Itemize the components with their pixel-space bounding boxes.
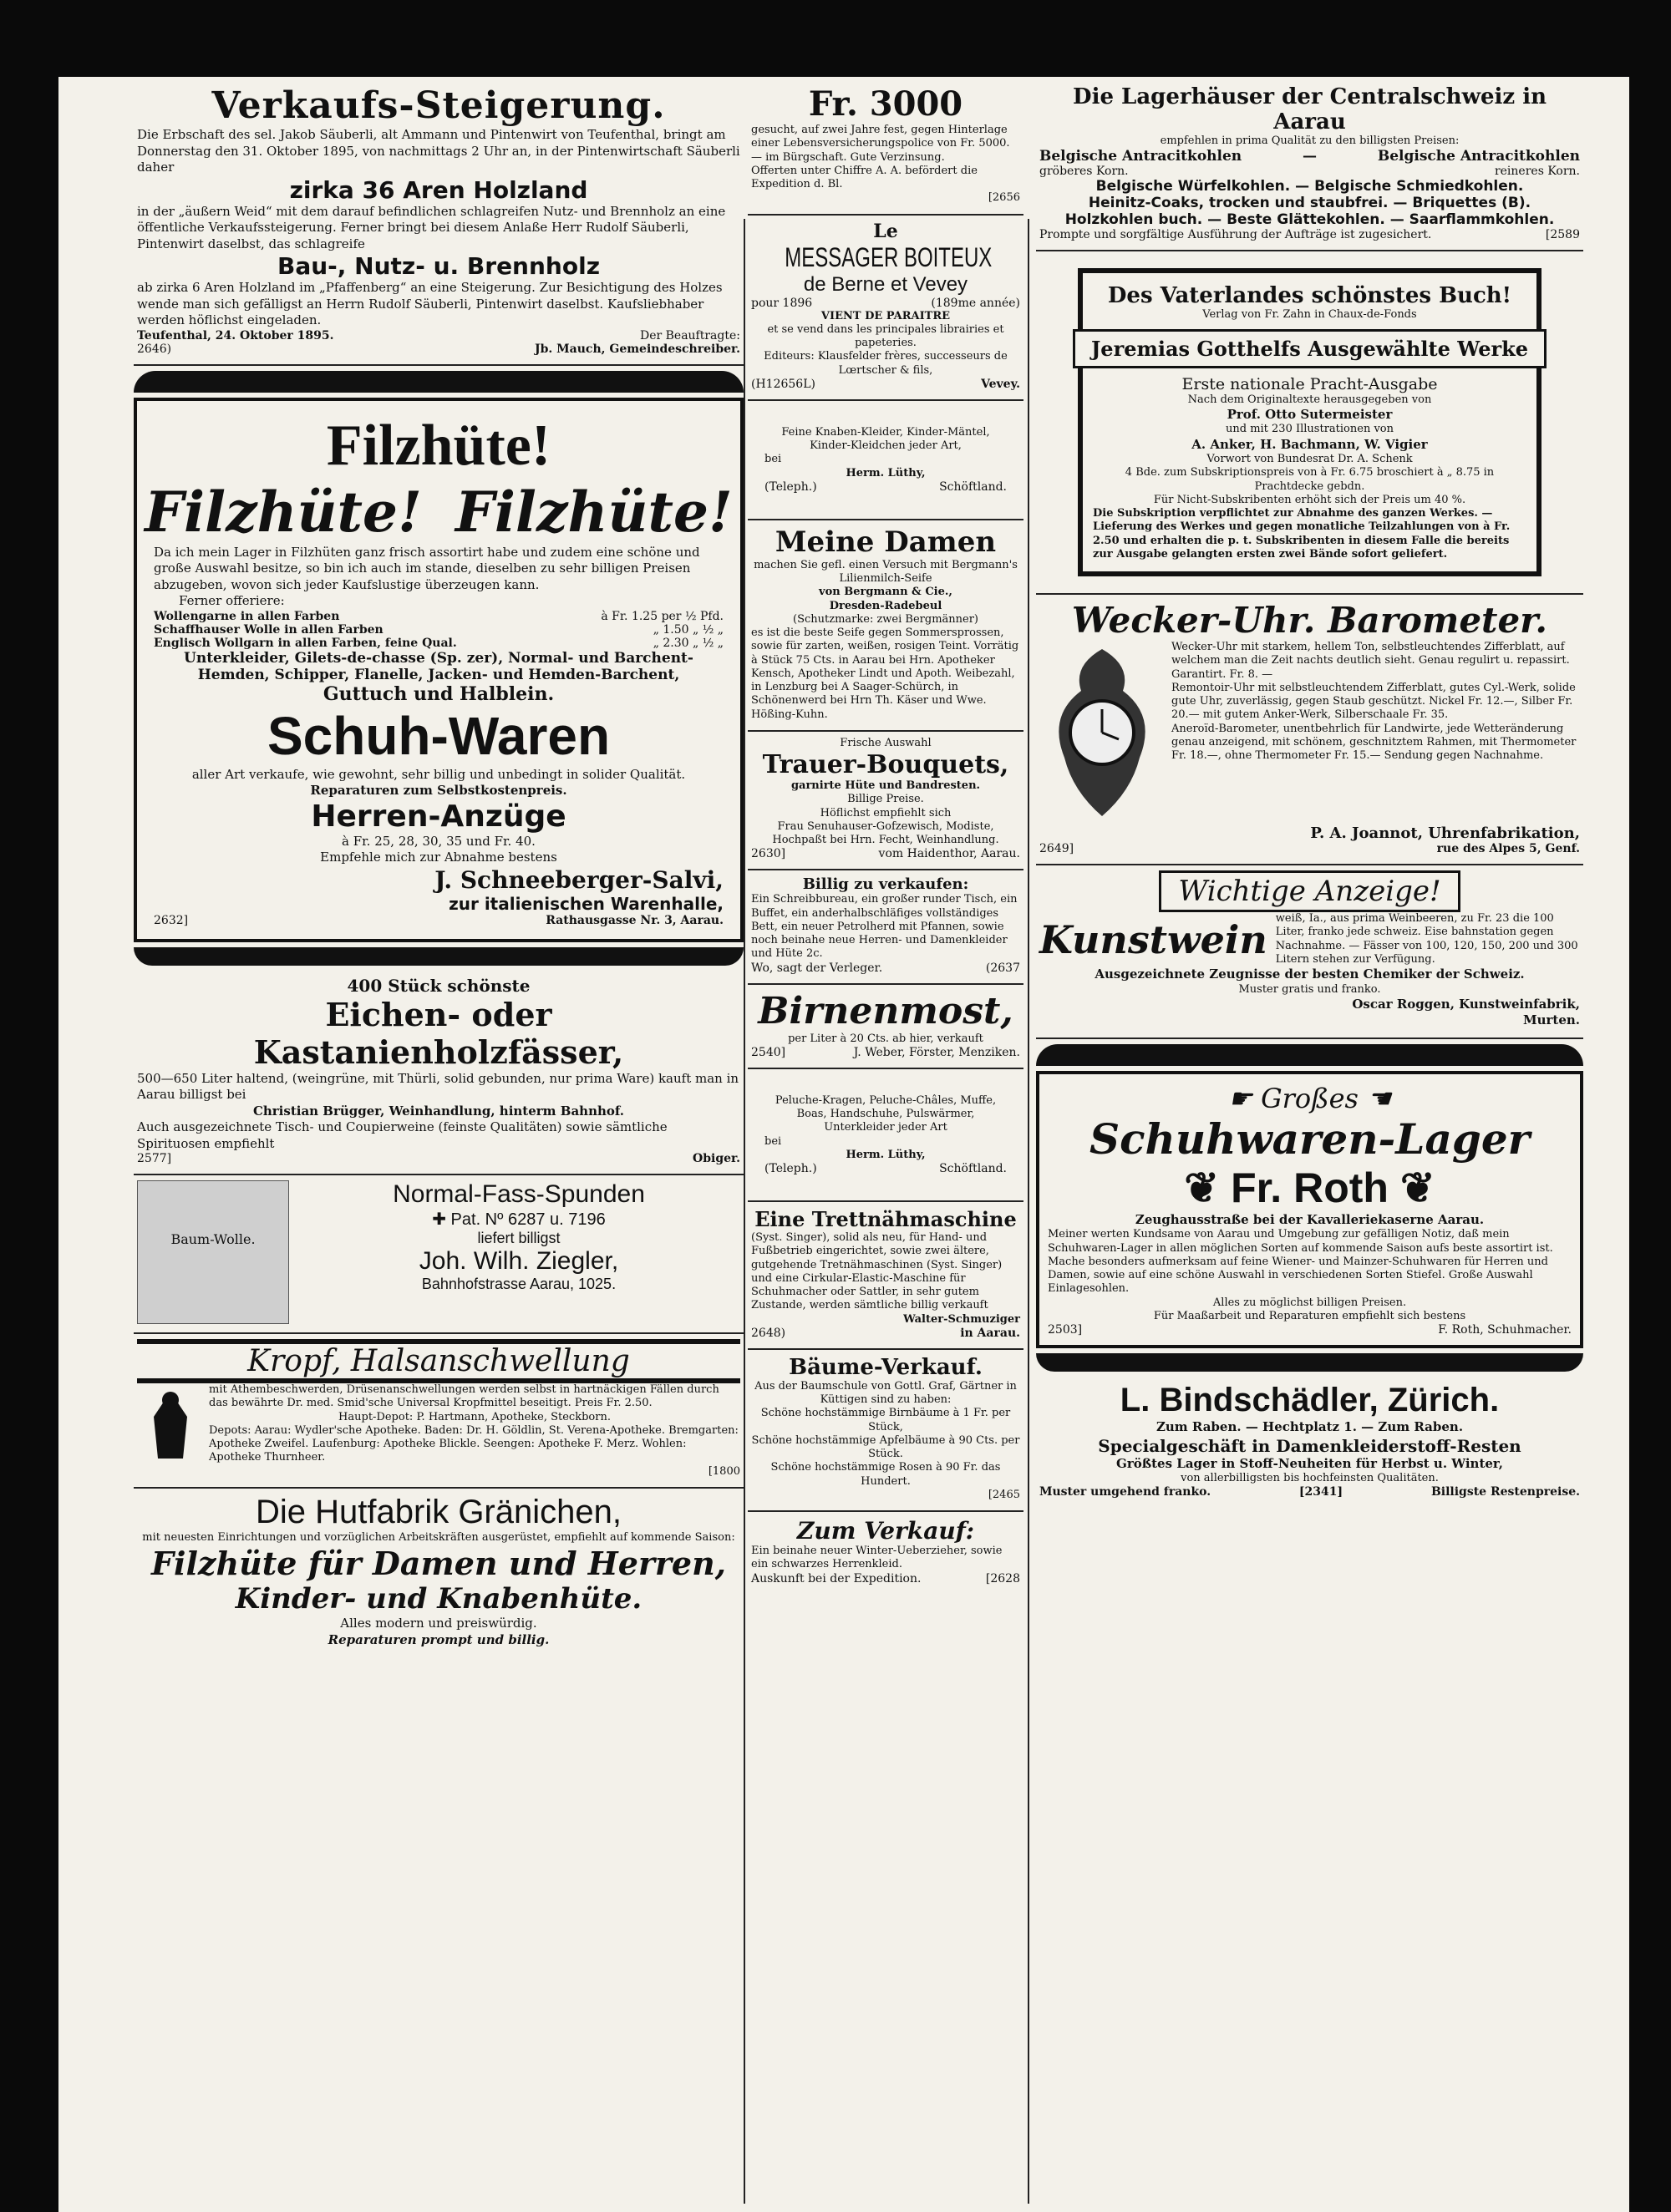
ad-title: Fr. 3000: [808, 84, 963, 124]
list-item: Schöne hochstämmige Apfelbäume à 90 Cts. per Stück.: [751, 1433, 1020, 1460]
ad-text: Ein Schreibbureau, ein großer runder Tisch, ein Buffet, ein anderhalbschläfiges vollständiges Bett, ein neuer Petrolherd mit Pfannen, sowie noch beinahe neue Herren- und Damenkleider und Hüte 2c.: [751, 893, 1018, 961]
ad-meine-damen: Meine Damen machen Sie gefl. einen Versuch mit Bergmann's Lilienmilch-Seife von Bergmann & Cie., Dresden-Radebeul (Schutzmarke: zwei Bergmänner) es ist die beste Seife gegen Sommersprossen, sowie für zarten, weißen, rosigen Teint. Vorrätig à Stück 75 Cts. in Aarau bei Hrn. Apotheker Kensch, Apotheker Lindt und Apoth. Weibezahl, in Lenzburg bei A Saager-Schürch, in Schönenwerd bei Hrn Th. Käser und Wwe. Hößing-Kuhn.: [748, 520, 1023, 732]
ad-code: 2577]: [137, 1152, 172, 1165]
ad-signature: Jb. Mauch, Gemeindeschreiber.: [535, 342, 740, 356]
ad-fass-spunden: [134, 1175, 744, 1334]
ad-pretitle: 400 Stück schönste: [347, 975, 531, 996]
list-item: Schöne hochstämmige Rosen à 90 Fr. das Hundert.: [770, 1461, 1001, 1488]
ad-lagerhaeuser: Die Lagerhäuser der Centralschweiz in Aarau empfehlen in prima Qualität zu den billigsten Preisen: Belgische Antracitkohlen — Belgische Antracitkohlen gröberes Korn. reineres Korn. Belgische Würfelkohlen. — Belgische Schmiedkohlen. Heinitz-Coaks, trocken und staubfrei. — Briquettes (B). Holzkohlen buch. — Beste Glättekohlen. — Saarflammkohlen. Prompte und sorgfältige Ausführung der Aufträge ist zugesichert. [2589: [1036, 79, 1583, 251]
column-3: [1036, 79, 1583, 1507]
ad-bindschaedler: L. Bindschädler, Zürich. Zum Raben. — Hechtplatz 1. — Zum Raben. Specialgeschäft in Damenkleiderstoff-Resten Größtes Lager in Stoff-Neuheiten für Herbst u. Winter, von allerbilligsten bis hochfeinsten Qualitäten. Muster umgehend franko. [2341] Billigste Restenpreise.: [1039, 1382, 1580, 1499]
price-row: Wollengarne in allen Farben à Fr. 1.25 per ½ Pfd.: [154, 609, 724, 623]
ad-text: mit neuesten Einrichtungen und vorzüglichen Arbeitskräften ausgerüstet, empfiehlt auf kommende Saison:: [142, 1530, 735, 1544]
ad-title: Wichtige Anzeige!: [1159, 870, 1460, 912]
ad-title: Verkaufs-Steigerung.: [211, 84, 666, 127]
ad-text: Reparaturen zum Selbstkostenpreis.: [310, 783, 567, 798]
ad-schuhwaren-lager: ☛ Großes ☚ Schuhwaren-Lager ❦ Fr. Roth ❦ Zeughausstraße bei der Kavalleriekaserne Aarau. Meiner werten Kundsame von Aarau und Umgebung zur gefälligen Notiz, daß mein Schuhwaren-Lager in allen möglichen Sorten auf kommende Saison aufs beste assortirt ist. Mache besonders aufmerksam auf feine Wiener- und Mainzer-Schuhwaren für Herren und Damen, sowie auf eine schöne Auswahl in verschiedenen Sorten Stiefel. Große Auswahl Einlagesohlen. Alles zu möglichst billigen Preisen. Für Maaßarbeit und Reparaturen empfiehlt sich bestens 2503] F. Roth, Schuhmacher.: [1036, 1071, 1583, 1348]
cross-icon: ✚: [432, 1210, 451, 1229]
ad-birnenmost: Birnenmost, per Liter à 20 Cts. ab hier, verkauft 2540] J. Weber, Förster, Menziken.: [748, 985, 1023, 1069]
ad-agent: Der Beauftragte:: [639, 328, 740, 342]
ad-title: Bäume-Verkauf.: [789, 1354, 983, 1380]
ad-text: à Fr. 25, 28, 30, 35 und Fr. 40.: [342, 833, 536, 849]
ad-text: Unterkleider, Gilets-de-chasse (Sp. zer), Normal- und Barchent-Hemden, Schipper, Flanelle, Jacken- und Hemden-Barchent,: [184, 649, 693, 683]
ad-title: Billig zu verkaufen:: [802, 875, 969, 894]
ad-title: Des Vaterlandes schönstes Buch!: [1107, 283, 1512, 309]
ad-title: Meine Damen: [775, 525, 997, 559]
price-row: Englisch Wollgarn in allen Farben, feine Qual. „ 2.30 „ ½ „: [154, 636, 724, 650]
ad-place: Teufenthal, 24. Oktober 1895.: [137, 328, 334, 342]
ad-kunstwein: Wichtige Anzeige! Kunstwein weiß, Ia., aus prima Weinbeeren, zu Fr. 23 die 100 Liter, franko jede schweiz. Eise bahnstation gegen Nachnahme. — Fässer von 100, 120, 150, 200 und 300 Litern stehen zur Verfügung. Ausgezeichnete Zeugnisse der besten Chemiker der Schweiz. Muster gratis und franko. Oscar Roggen, Kunstweinfabrik, Murten.: [1036, 865, 1583, 1039]
column-2: [748, 79, 1023, 1594]
ad-subtitle: Kinder- und Knabenhüte.: [235, 1582, 642, 1616]
ad-title: Zum Verkauf:: [796, 1517, 975, 1545]
ad-messager: Le MESSAGER BOITEUX de Berne et Vevey pour 1896 (189me année) VIENT DE PARAITRE et se vend dans les principales librairies et papeteries. Editeurs: Klausfelder frères, successeurs de Lœrtscher & fils, (H12656L) Vevey.: [748, 216, 1023, 401]
ad-subtitle: Kunstwein: [1039, 916, 1267, 962]
leaf-ornament-icon: ❦: [1184, 1164, 1232, 1211]
ad-faesser: [134, 971, 744, 1176]
ad-gotthelf: [1036, 251, 1583, 595]
ad-tretnaehmaschine: Eine Trettnähmaschine (Syst. Singer), solid als neu, für Hand- und Fußbetrieb eingerichtet, sowie zwei ältere, gutgehende Tretnähmaschinen (Syst. Singer) und eine Cirkular-Elastic-Maschine für Schuhmacher oder Sattler, in sehr gutem Zustande, werden sämtliche billig verkauft Walter-Schmuziger 2648) in Aarau.: [748, 1202, 1023, 1350]
ad-title: Normal-Fass-Spunden: [393, 1180, 645, 1208]
clock-icon: [1039, 641, 1165, 824]
ad-knaben-kleider: Feine Knaben-Kleider, Kinder-Mäntel, Kinder-Kleidchen jeder Art, bei Herm. Lüthy, (Teleph.) Schöftland.: [748, 401, 1023, 520]
ad-wecker-uhr: Wecker-Uhr. Barometer. Wecker-Uhr mit starkem, hellem Ton, selbstleuchtendes Zifferblatt, auf welchem man die Zeit nachts deutlich sieht. Genau regulirt u. repassirt. Garantirt. Fr. 8. — Remontoir-Uhr mit selbstleuchtendem Zifferblatt, gutes Cyl.-Werk, solide gute Uhr, zuverlässig, gegen Staub geschützt. Nickel Fr. 12.—, Silber Fr. 20.— mit gutem Anker-Werk, Silberschaale Fr. 35. Aneroïd-Barometer, unentbehrlich für Landwirte, jede Wetteränderung genau anzeigend, mit schönem, geschnitztem Rahmen, mit Thermometer Fr. 18.—, ohne Thermometer Fr. 15.— Sendung gegen Nachnahme. P. A. Joannot, Uhrenfabrikation, 2649] rue des Alpes 5, Genf.: [1036, 595, 1583, 865]
ad-subtitle: de Berne et Vevey: [803, 272, 968, 296]
ad-text: es ist die beste Seife gegen Sommersprossen, sowie für zarten, weißen, rosigen Teint. Vorrätig à Stück 75 Cts. in Aarau bei Hrn. Apotheker Kensch, Apotheker Lindt und Apoth. Weibezahl, in Lenzburg bei A Saager-Schürch, in Schönenwerd bei Hrn Th. Käser und Wwe. Hößing-Kuhn.: [751, 627, 1019, 721]
ad-name: ❦ Fr. Roth ❦: [1184, 1164, 1435, 1211]
leaf-ornament-icon: ❦: [1388, 1164, 1435, 1211]
ad-text: (Syst. Singer), solid als neu, für Hand- und Fußbetrieb eingerichtet, sowie zwei ältere, gutgehende Tretnähmaschinen (Syst. Singer) und eine Cirkular-Elastic-Maschine für Schuhmacher oder Sattler, in sehr gutem Zustande, werden sämtliche billig verkauft: [751, 1231, 1003, 1312]
ad-text: Reparaturen prompt und billig.: [328, 1631, 550, 1647]
ad-text: machen Sie gefl. einen Versuch mit Bergmann's Lilienmilch-Seife: [754, 558, 1018, 585]
ad-code: 2646): [137, 342, 172, 356]
ad-address: Rathausgasse Nr. 3, Aarau.: [546, 913, 724, 927]
list-item: Schöne hochstämmige Birnbäume à 1 Fr. per Stück,: [760, 1407, 1011, 1433]
ad-text: Haupt-Depot: P. Hartmann, Apotheke, Steckborn.: [338, 1410, 611, 1423]
column-1: [134, 79, 744, 1656]
ad-text: Feine Knaben-Kleider, Kinder-Mäntel, Kinder-Kleidchen jeder Art,: [781, 425, 990, 452]
ad-text: Peluche-Kragen, Peluche-Châles, Muffe, Boas, Handschuhe, Pulswärmer, Unterkleider jeder Art: [775, 1093, 997, 1134]
pointing-hand-icon: ☚: [1358, 1082, 1391, 1114]
ad-subtitle: Bau-, Nutz- u. Brennholz: [277, 252, 600, 280]
eagle-trademark-icon: [137, 1383, 204, 1475]
pointing-hand-icon: ☛: [1228, 1082, 1262, 1114]
ad-text: in der „äußern Weid“ mit dem darauf befindlichen schlagreifen Nutz- und Brennholz an eine öffentliche Verkaufssteigerung. Ferner bringt bei diesem Anlaße Herr Rudolf Säuberli, Pintenwirt daselbst, das schlagreife: [137, 203, 726, 251]
ad-text: Auch ausgezeichnete Tisch- und Coupierweine (feinste Qualitäten) sowie sämtliche Spirituosen empfiehlt: [137, 1119, 668, 1151]
ad-title: L. Bindschädler, Zürich.: [1120, 1382, 1500, 1418]
ornament-top: [134, 371, 744, 393]
ad-title: Birnenmost,: [758, 989, 1013, 1032]
ad-text: VIENT DE PARAITRE: [820, 309, 951, 322]
ad-name: Joh. Wilh. Ziegler,: [419, 1247, 619, 1275]
ad-text: ab zirka 6 Aren Holzland im „Pfaffenberg“ an eine Steigerung. Zur Besichtigung des Holzes wende man sich gefälligst an Herrn Rudolf Säuberli, Pintenwirt daselbst. Kaufsliebhaber werden höflichst eingeladen.: [137, 280, 723, 327]
ad-address: Bahnhofstrasse Aarau, 1025.: [421, 1276, 617, 1292]
ad-hutfabrik: [134, 1489, 744, 1656]
ad-code: 2632]: [154, 913, 189, 927]
ad-subtitle: Filzhüte für Damen und Herren,: [151, 1545, 726, 1582]
ad-title: Filzhüte!: [326, 413, 551, 478]
ad-pretitle: ☛ Großes ☚: [1228, 1082, 1391, 1114]
ad-text: Depots: Aarau: Wydler'sche Apotheke. Baden: Dr. H. Göldlin, St. Verena-Apotheke. Bremgarten: Apotheke Zweifel. Laufenburg: Apotheke Blickle. Seengen: Apotheke F. Merz. Wohlen: Apotheke Thurnheer.: [209, 1423, 739, 1464]
ad-text: Alles modern und preiswürdig.: [340, 1616, 537, 1631]
spund-illustration: Baum-Wolle.: [137, 1180, 289, 1324]
gotthelf-frame: Des Vaterlandes schönstes Buch! Verlag von Fr. Zahn in Chaux-de-Fonds Jeremias Gotthelfs Ausgewählte Werke Erste nationale Pracht-Ausgabe Nach dem Originaltexte herausgegeben von Prof. Otto Sutermeister und mit 230 Illustrationen von A. Anker, H. Bachmann, W. Vigier Vorwort von Bundesrat Dr. A. Schenk 4 Bde. zum Subskriptionspreis von à Fr. 6.75 broschiert à „ 8.75 in Prachtdecke gebdn. Für Nicht-Subskribenten erhöht sich der Preis um 40 %. Die Subskription verpflichtet zur Abnahme des ganzen Werkes. — Lieferung des Werkes und gegen monatliche Teilzahlungen von à Fr. 2.50 und erhalten die p. t. Subskribenten in diesem Falle die bereits zur Ausgabe gelangten ersten zwei Bände sofort geliefert.: [1078, 268, 1541, 576]
ad-trauer-bouquets: Frische Auswahl Trauer-Bouquets, garnirte Hüte und Bandresten. Billige Preise. Höflichst empfiehlt sich Frau Senuhauser-Gofzewisch, Modiste, Hochpaßt bei Hrn. Fecht, Weinhandlung. 2630] vom Haidenthor, Aarau.: [748, 732, 1023, 871]
ad-kropf: [134, 1334, 744, 1489]
ad-address: zur italienischen Warenhalle,: [449, 893, 724, 914]
ad-subtitle: Herren-Anzüge: [311, 799, 566, 834]
ad-code: [1800: [708, 1464, 740, 1478]
ad-title: Trauer-Bouquets,: [762, 750, 1009, 779]
ad-text: Da ich mein Lager in Filzhüten ganz frisch assortirt habe und zudem eine schöne und große Auswahl besitze, so bin ich auch im stande, dieselben zu sehr billigen Preisen abzugeben, wovon sich jeder Kaufslustige überzeugen kann.: [154, 544, 700, 592]
ad-title: Eine Trettnähmaschine: [754, 1207, 1017, 1231]
ad-text: gesucht, auf zwei Jahre fest, gegen Hinterlage einer Lebensversicherungspolice von Fr. 5000.— im Bürgschaft. Gute Verzinsung.: [751, 124, 1010, 164]
ornament-bottom: [134, 947, 744, 966]
ornament-top: [1036, 1044, 1583, 1066]
ad-subtitle: Jeremias Gotthelfs Ausgewählte Werke: [1073, 329, 1547, 368]
ad-text: aller Art verkaufe, wie gewohnt, sehr billig und unbedingt in solider Qualität.: [191, 766, 686, 782]
ad-title: Die Hutfabrik Gränichen,: [256, 1493, 622, 1530]
ad-text: Guttuch und Halblein.: [323, 682, 555, 705]
ad-signature: Obiger.: [693, 1152, 740, 1165]
ad-title: Die Lagerhäuser der Centralschweiz in Aarau: [1073, 84, 1547, 134]
ad-text: Editeurs: Klausfelder frères, successeurs de Lœrtscher & fils,: [764, 350, 1008, 377]
price-row: Schaffhauser Wolle in allen Farben „ 1.50 „ ½ „: [154, 622, 724, 637]
column-divider: [1028, 219, 1029, 2204]
ad-title: Filzhüte!: [455, 479, 733, 545]
ad-title: Schuhwaren-Lager: [1089, 1114, 1530, 1164]
column-divider: [744, 219, 745, 2204]
ad-title: Eichen- oder Kastanienholzfässer,: [253, 995, 624, 1071]
ad-subtitle: zirka 36 Aren Holzland: [289, 175, 588, 204]
ad-subtitle: Schuh-Waren: [267, 705, 611, 766]
ad-title: Wecker-Uhr. Barometer.: [1071, 600, 1548, 641]
ad-billig: Billig zu verkaufen: Ein Schreibbureau, ein großer runder Tisch, ein Buffet, ein anderhalbschläfiges vollständiges Bett, ein neuer Petrolherd mit Pfannen, sowie noch beinahe neue Herren- und Damenkleider und Hüte 2c. Wo, sagt der Verleger. (2637: [748, 870, 1023, 984]
ad-text: mit Athembeschwerden, Drüsenanschwellungen werden selbst in hartnäckigen Fällen durch das bewährte Dr. med. Smid'sche Universal Kropfmittel beseitigt. Preis Fr. 2.50.: [209, 1383, 719, 1410]
ad-name: J. Schneeberger-Salvi,: [434, 865, 724, 894]
ad-baeume: Bäume-Verkauf. Aus der Baumschule von Gottl. Graf, Gärtner in Küttigen sind zu haben: Schöne hochstämmige Birnbäume à 1 Fr. per Stück, Schöne hochstämmige Apfelbäume à 90 Cts. per Stück. Schöne hochstämmige Rosen à 90 Fr. das Hundert. [2465: [748, 1350, 1023, 1512]
ad-text: liefert billigst: [477, 1230, 561, 1246]
ad-title: Filzhüte!: [145, 479, 422, 545]
ad-zum-verkauf: Zum Verkauf: Ein beinahe neuer Winter-Ueberzieher, sowie ein schwarzes Herrenkleid. Auskunft bei der Expedition. [2628: [751, 1517, 1020, 1585]
ad-code: [2656: [988, 191, 1020, 205]
ornament-bottom: [1036, 1353, 1583, 1372]
ad-text: et se vend dans les principales librairies et papeteries.: [767, 322, 1004, 349]
ad-text: Ferner offeriere:: [179, 593, 285, 608]
ad-verkaufs-steigerung: [134, 79, 744, 366]
ad-peluche: Peluche-Kragen, Peluche-Châles, Muffe, Boas, Handschuhe, Pulswärmer, Unterkleider jeder Art bei Herm. Lüthy, (Teleph.) Schöftland.: [748, 1069, 1023, 1202]
ad-title: Kropf, Halsanschwellung: [137, 1339, 740, 1383]
ad-text: 500—650 Liter haltend, (weingrüne, mit Thürli, solid gebunden, nur prima Ware) kauft man in Aarau billigst bei: [137, 1070, 739, 1102]
ad-patent: ✚ Pat. Nº 6287 u. 7196: [432, 1210, 606, 1229]
ad-name: Christian Brügger, Weinhandlung, hinterm Bahnhof.: [252, 1103, 625, 1119]
ad-fr3000: [748, 79, 1023, 216]
ad-text: Die Erbschaft des sel. Jakob Säuberli, alt Ammann und Pintenwirt von Teufenthal, bringt am Donnerstag den 31. Oktober 1895, von nachmittags 2 Uhr an, in der Pintenwirtschaft Säuberli daher: [137, 127, 740, 175]
ad-text: Offerten unter Chiffre A. A. befördert die Expedition d. Bl.: [751, 164, 978, 190]
ad-text: Empfehle mich zur Abnahme bestens: [320, 850, 557, 865]
ad-title: MESSAGER BOITEUX: [785, 241, 993, 272]
ad-filzhuete: [134, 398, 744, 942]
